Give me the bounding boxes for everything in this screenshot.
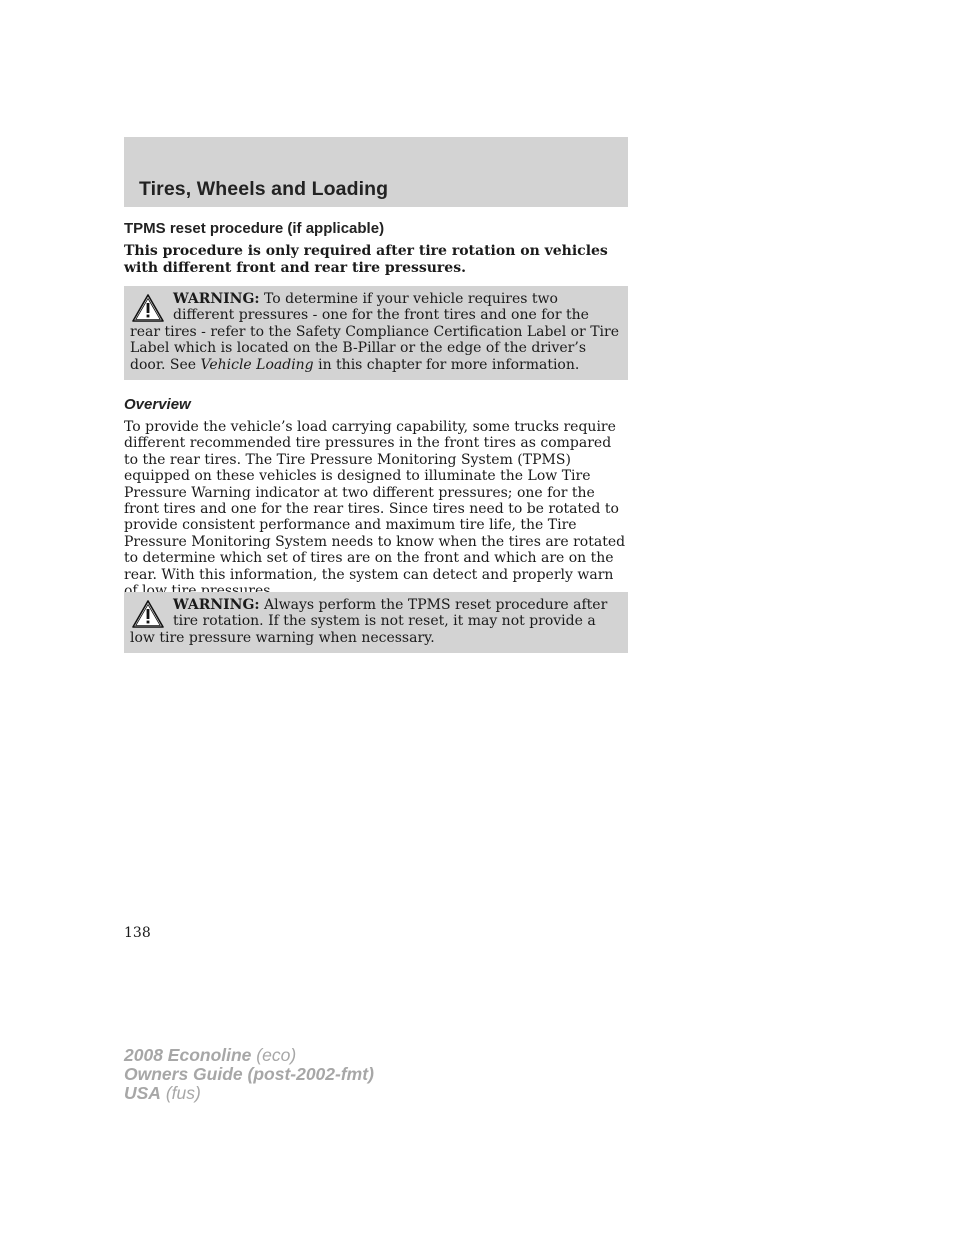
warning-label: WARNING:: [173, 291, 260, 307]
warning-label: WARNING:: [173, 597, 260, 613]
page-number: 138: [124, 925, 151, 941]
warning-text-body: Always perform the TPMS reset procedure after tire rotation. If the system is not reset, it may not provide a low tire pressure warning when necessary.: [130, 597, 608, 646]
footer-model: 2008 Econoline: [124, 1045, 252, 1065]
warning-triangle-icon: [131, 599, 165, 629]
warning-box-reset: [124, 592, 628, 653]
footer-line-market: [124, 1084, 374, 1103]
overview-body: To provide the vehicle’s load carrying capability, some trucks require different recommended tire pressures in the front tires as compared to the rear tires. The Tire Pressure Monitoring System (TPMS) equipped on these vehicles is designed to illuminate the Low Tire Pressure Warning indicator at two different pressures; one for the front tires and one for the rear tires. Since tires need to be rotated to provide consistent performance and maximum tire life, the Tire Pressure Monitoring System needs to know when the tires are rotated to determine which set of tires are on the front and which are on the rear. With this information, the system can detect and properly warn: [124, 419, 626, 583]
warning-box-tire-pressures: [124, 286, 628, 380]
footer-model-code: (eco): [256, 1045, 297, 1065]
section-intro: This procedure is only required after tire rotation on vehicles with different front and rear tire pressures.: [124, 243, 608, 276]
footer-guide: Owners Guide (post-2002-fmt): [124, 1064, 374, 1084]
footer-market: USA: [124, 1083, 161, 1103]
vehicle-loading-reference: Vehicle Loading: [200, 356, 314, 373]
document-footer: [124, 1046, 374, 1103]
footer-line-guide: [124, 1065, 374, 1084]
warning-triangle-icon: [131, 293, 165, 323]
warning-text: [130, 291, 620, 373]
warning-text: [130, 597, 620, 646]
warning-text-after: in this chapter for more information.: [313, 356, 580, 373]
footer-market-code: (fus): [165, 1083, 201, 1103]
footer-line-model: [124, 1046, 374, 1065]
chapter-title: Tires, Wheels and Loading: [139, 178, 389, 200]
overview-title: Overview: [124, 396, 191, 413]
section-title: TPMS reset procedure (if applicable): [124, 220, 385, 237]
warning-text-before: To determine if your vehicle requires two different pressures - one for the front tires and one for the rear tires - refer to the Safety Compliance Certification Label or Tire Label which is located on the B-Pillar or the edge of the driver’s door. See: [130, 291, 619, 373]
